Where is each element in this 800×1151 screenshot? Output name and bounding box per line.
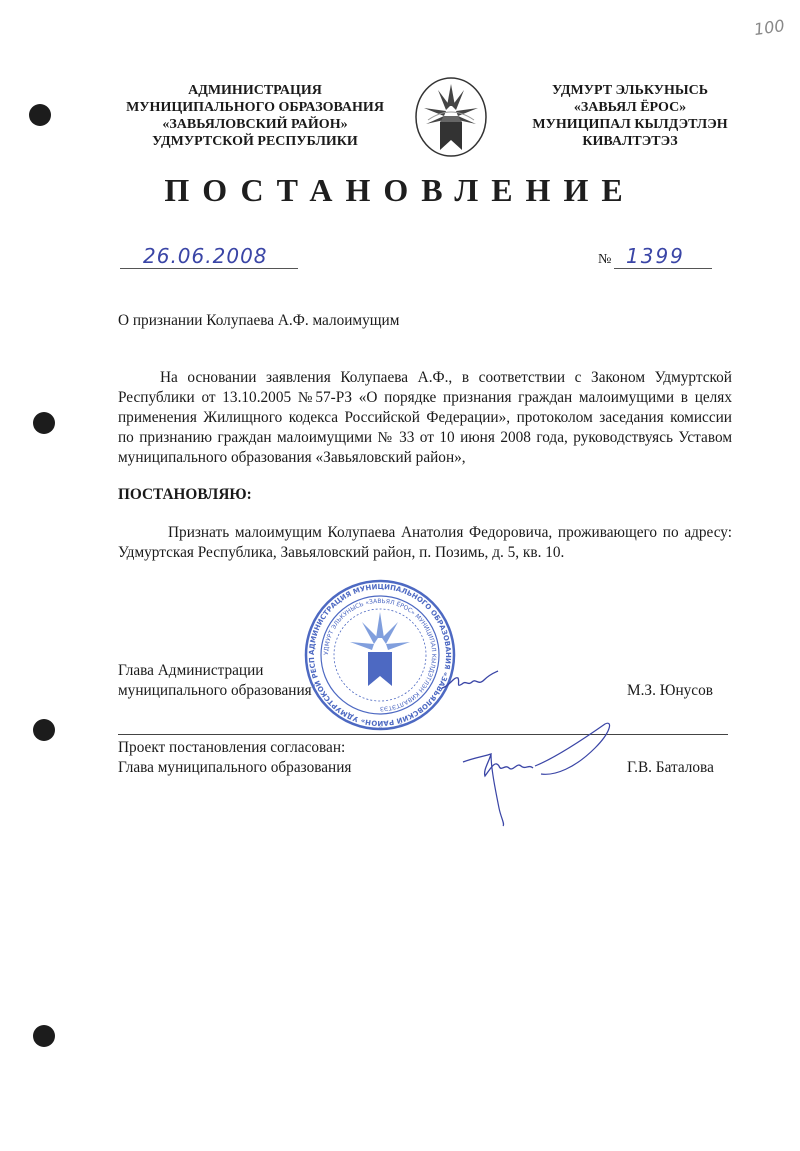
hole-punch	[33, 719, 55, 741]
approval-signature	[455, 718, 615, 830]
header-left-line: МУНИЦИПАЛЬНОГО ОБРАЗОВАНИЯ	[126, 100, 384, 115]
head-signature	[440, 668, 500, 694]
header-left-line: УДМУРТСКОЙ РЕСПУБЛИКИ	[152, 134, 358, 149]
number-underline	[614, 268, 712, 269]
approval-line2: Глава муниципального образования	[118, 759, 352, 776]
resolution-text: Признать малоимущим Колупаева Анатолия Федоровича, проживающего по адресу: Удмуртская Республика, Завьяловский район, п. Позимь, д. 5, кв. 10.	[118, 524, 732, 561]
stamp-outer-text: АДМИНИСТРАЦИЯ МУНИЦИПАЛЬНОГО ОБРАЗОВАНИЯ «ЗАВЬЯЛОВСКИЙ РАЙОН» УДМУРТСКОЙ РЕСП	[307, 582, 453, 728]
official-stamp	[300, 578, 460, 733]
header-right-line: «ЗАВЬЯЛ ЁРОС»	[573, 100, 687, 115]
page-number-handwritten: 100	[752, 15, 786, 40]
resolve-heading: ПОСТАНОВЛЯЮ:	[118, 486, 252, 503]
header-right-line: УДМУРТ ЭЛЬКУНЫСЬ	[552, 83, 708, 98]
header-left-line: АДМИНИСТРАЦИЯ	[188, 83, 322, 98]
document-date: 26.06.2008	[143, 244, 268, 268]
document-subject: О признании Колупаева А.Ф. малоимущим	[118, 312, 400, 329]
header-right-line: КИВАЛТЭТЭЗ	[582, 134, 678, 149]
document-preamble: На основании заявления Колупаева А.Ф., в соответствии с Законом Удмуртской Республики от 13.10.2005 №57-РЗ «О порядке признания граждан малоимущими в целях применения Жилищного кодекса Российской Федерации», протоколом заседания комиссии по признанию граждан малоимущими № 33 от 10 июня 2008 года, руководствуясь Уставом муниципального образования «Завьяловский район»,	[118, 369, 732, 466]
head-title-line2: муниципального образования	[118, 682, 312, 699]
head-name: М.З. Юнусов	[627, 682, 713, 699]
document-title: ПОСТАНОВЛЕНИЕ	[164, 172, 636, 208]
header-left-block	[110, 82, 400, 150]
hole-punch	[33, 1025, 55, 1047]
stamp-inner-text: УДМУРТ ЭЛЬКУНЫСЬ «ЗАВЬЯЛ ЁРОС» МУНИЦИПАЛ КЫЛДЭТЛЭН КИВАЛТЭТЭЗ	[322, 597, 438, 713]
date-underline	[120, 268, 298, 269]
approval-name: Г.В. Баталова	[627, 759, 714, 776]
head-title-line1: Глава Администрации	[118, 662, 264, 679]
header-left-line: «ЗАВЬЯЛОВСКИЙ РАЙОН»	[162, 117, 348, 132]
hole-punch	[29, 104, 51, 126]
hole-punch	[33, 412, 55, 434]
number-label: №	[598, 252, 612, 267]
coat-of-arms-emblem	[414, 76, 488, 158]
header-right-line: МУНИЦИПАЛ КЫЛДЭТЛЭН	[532, 117, 728, 132]
header-right-block	[520, 82, 740, 150]
separator-line	[118, 734, 728, 735]
document-number: 1399	[626, 244, 685, 268]
approval-line1: Проект постановления согласован:	[118, 739, 346, 756]
